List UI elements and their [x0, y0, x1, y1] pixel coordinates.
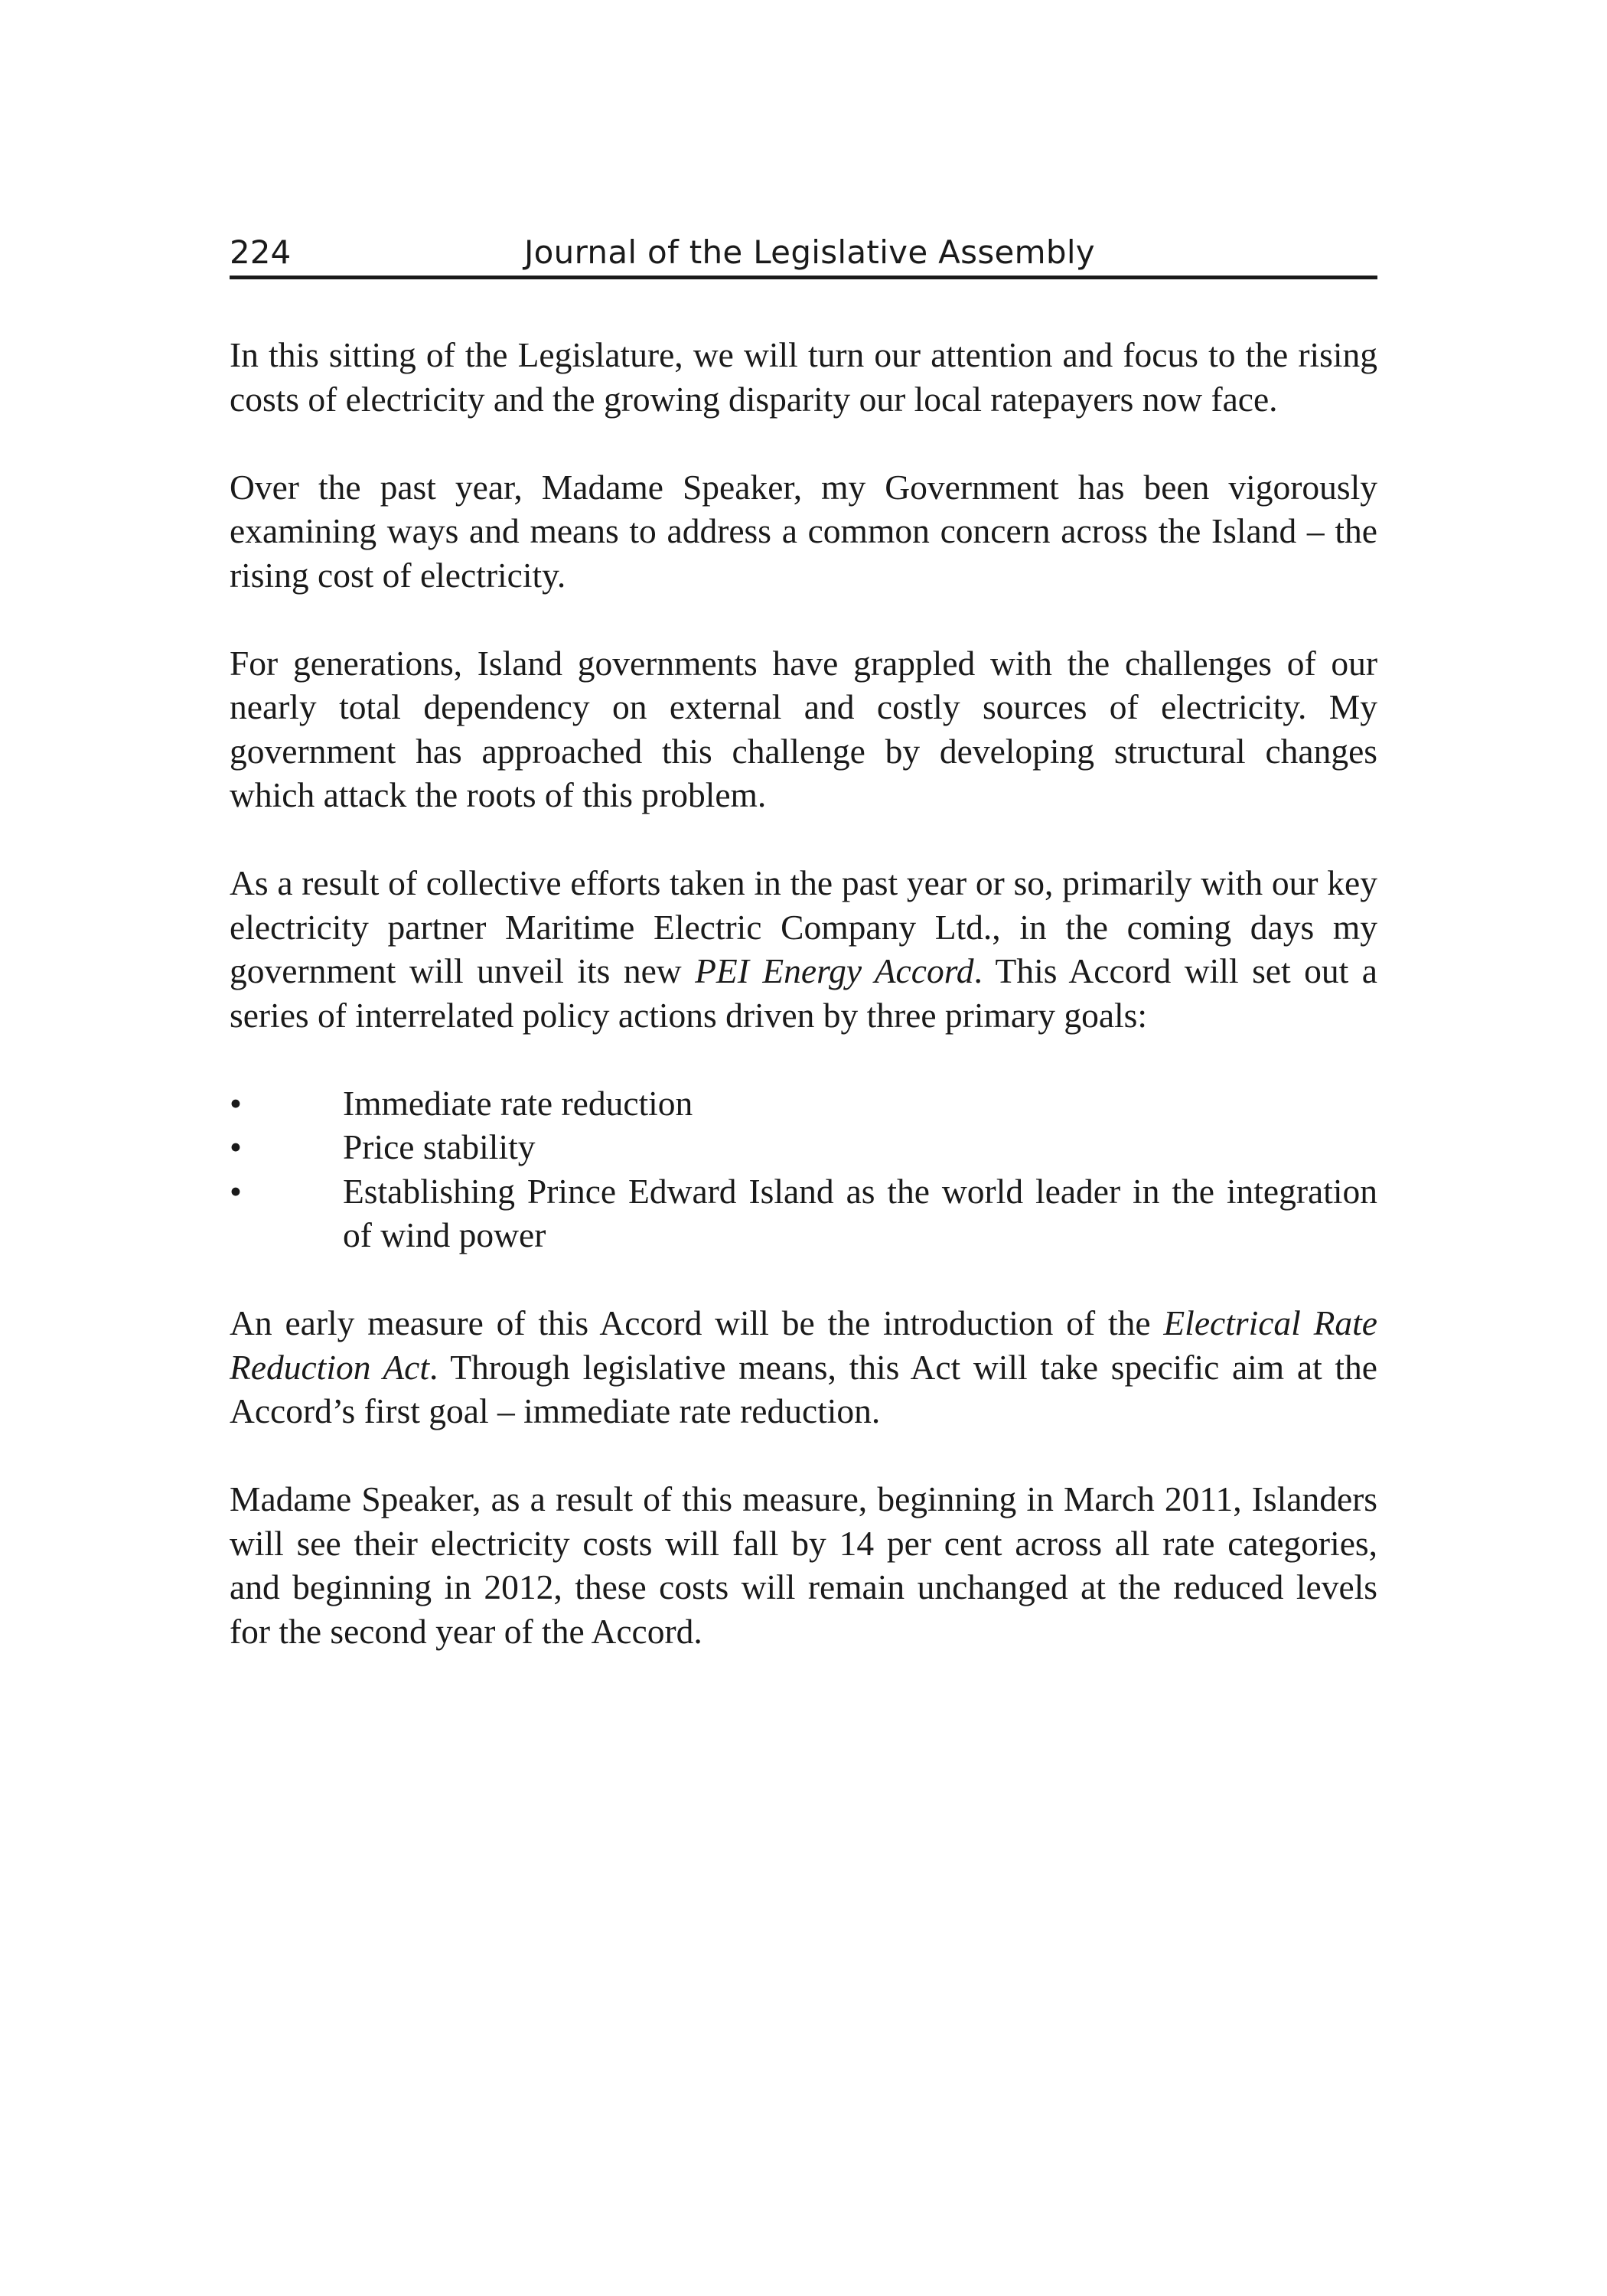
paragraph-5-text-before: An early measure of this Accord will be the introduction of the — [230, 1303, 1164, 1342]
paragraph-3: For generations, Island governments have grappled with the challenges of our nearly total dependency on external and costly sources of electricity. My government has approached this challenge by developing structural changes which attack the roots of this problem. — [230, 643, 1377, 814]
paragraph-5-text-after: . Through legislative means, this Act will take specific aim at the Accord’s first goal – immediate rate reduction. — [230, 1347, 1377, 1430]
paragraph-4 — [230, 861, 1377, 1037]
list-item — [230, 1125, 1377, 1169]
bullet-icon: • — [230, 1083, 242, 1123]
page-header — [230, 230, 1377, 279]
act-name: Electrical Rate Reduction Act — [230, 1303, 1378, 1387]
paragraph-6: Madame Speaker, as a result of this measure, beginning in March 2011, Islanders will see their electricity costs will fall by 14 per cent across all rate categories, and beginning in 2012, these costs will remain unchanged at the reduced levels for the second year of the Accord. — [230, 1479, 1377, 1651]
page-number: 224 — [230, 233, 292, 271]
goal-text: Establishing Prince Edward Island as the world leader in the integration of wind power — [343, 1171, 1377, 1254]
paragraph-5 — [230, 1301, 1377, 1433]
goal-text: Immediate rate reduction — [343, 1083, 693, 1123]
paragraph-4-text-after: . This Accord will set out a series of interrelated policy actions driven by three primary goals: — [230, 951, 1377, 1035]
body-text — [230, 333, 1377, 1698]
accord-name: PEI Energy Accord — [695, 951, 974, 990]
list-item — [230, 1081, 1377, 1126]
goals-list — [230, 1081, 1377, 1257]
running-head: Journal of the Legislative Assembly — [524, 233, 1095, 271]
paragraph-1: In this sitting of the Legislature, we will turn our attention and focus to the rising costs of electricity and the growing disparity our local ratepayers now face. — [230, 335, 1377, 419]
bullet-icon: • — [230, 1171, 242, 1211]
goal-text: Price stability — [343, 1127, 536, 1166]
paragraph-2: Over the past year, Madame Speaker, my Government has been vigorously examining ways and means to address a common concern across the Island – the rising cost of electricity. — [230, 467, 1377, 595]
paragraph-4-text-before: As a result of collective efforts taken in the past year or so, primarily with our key electricity partner Maritime Electric Company Ltd., in the coming days my government will unveil its new — [230, 863, 1377, 990]
list-item — [230, 1169, 1377, 1257]
bullet-icon: • — [230, 1127, 242, 1166]
